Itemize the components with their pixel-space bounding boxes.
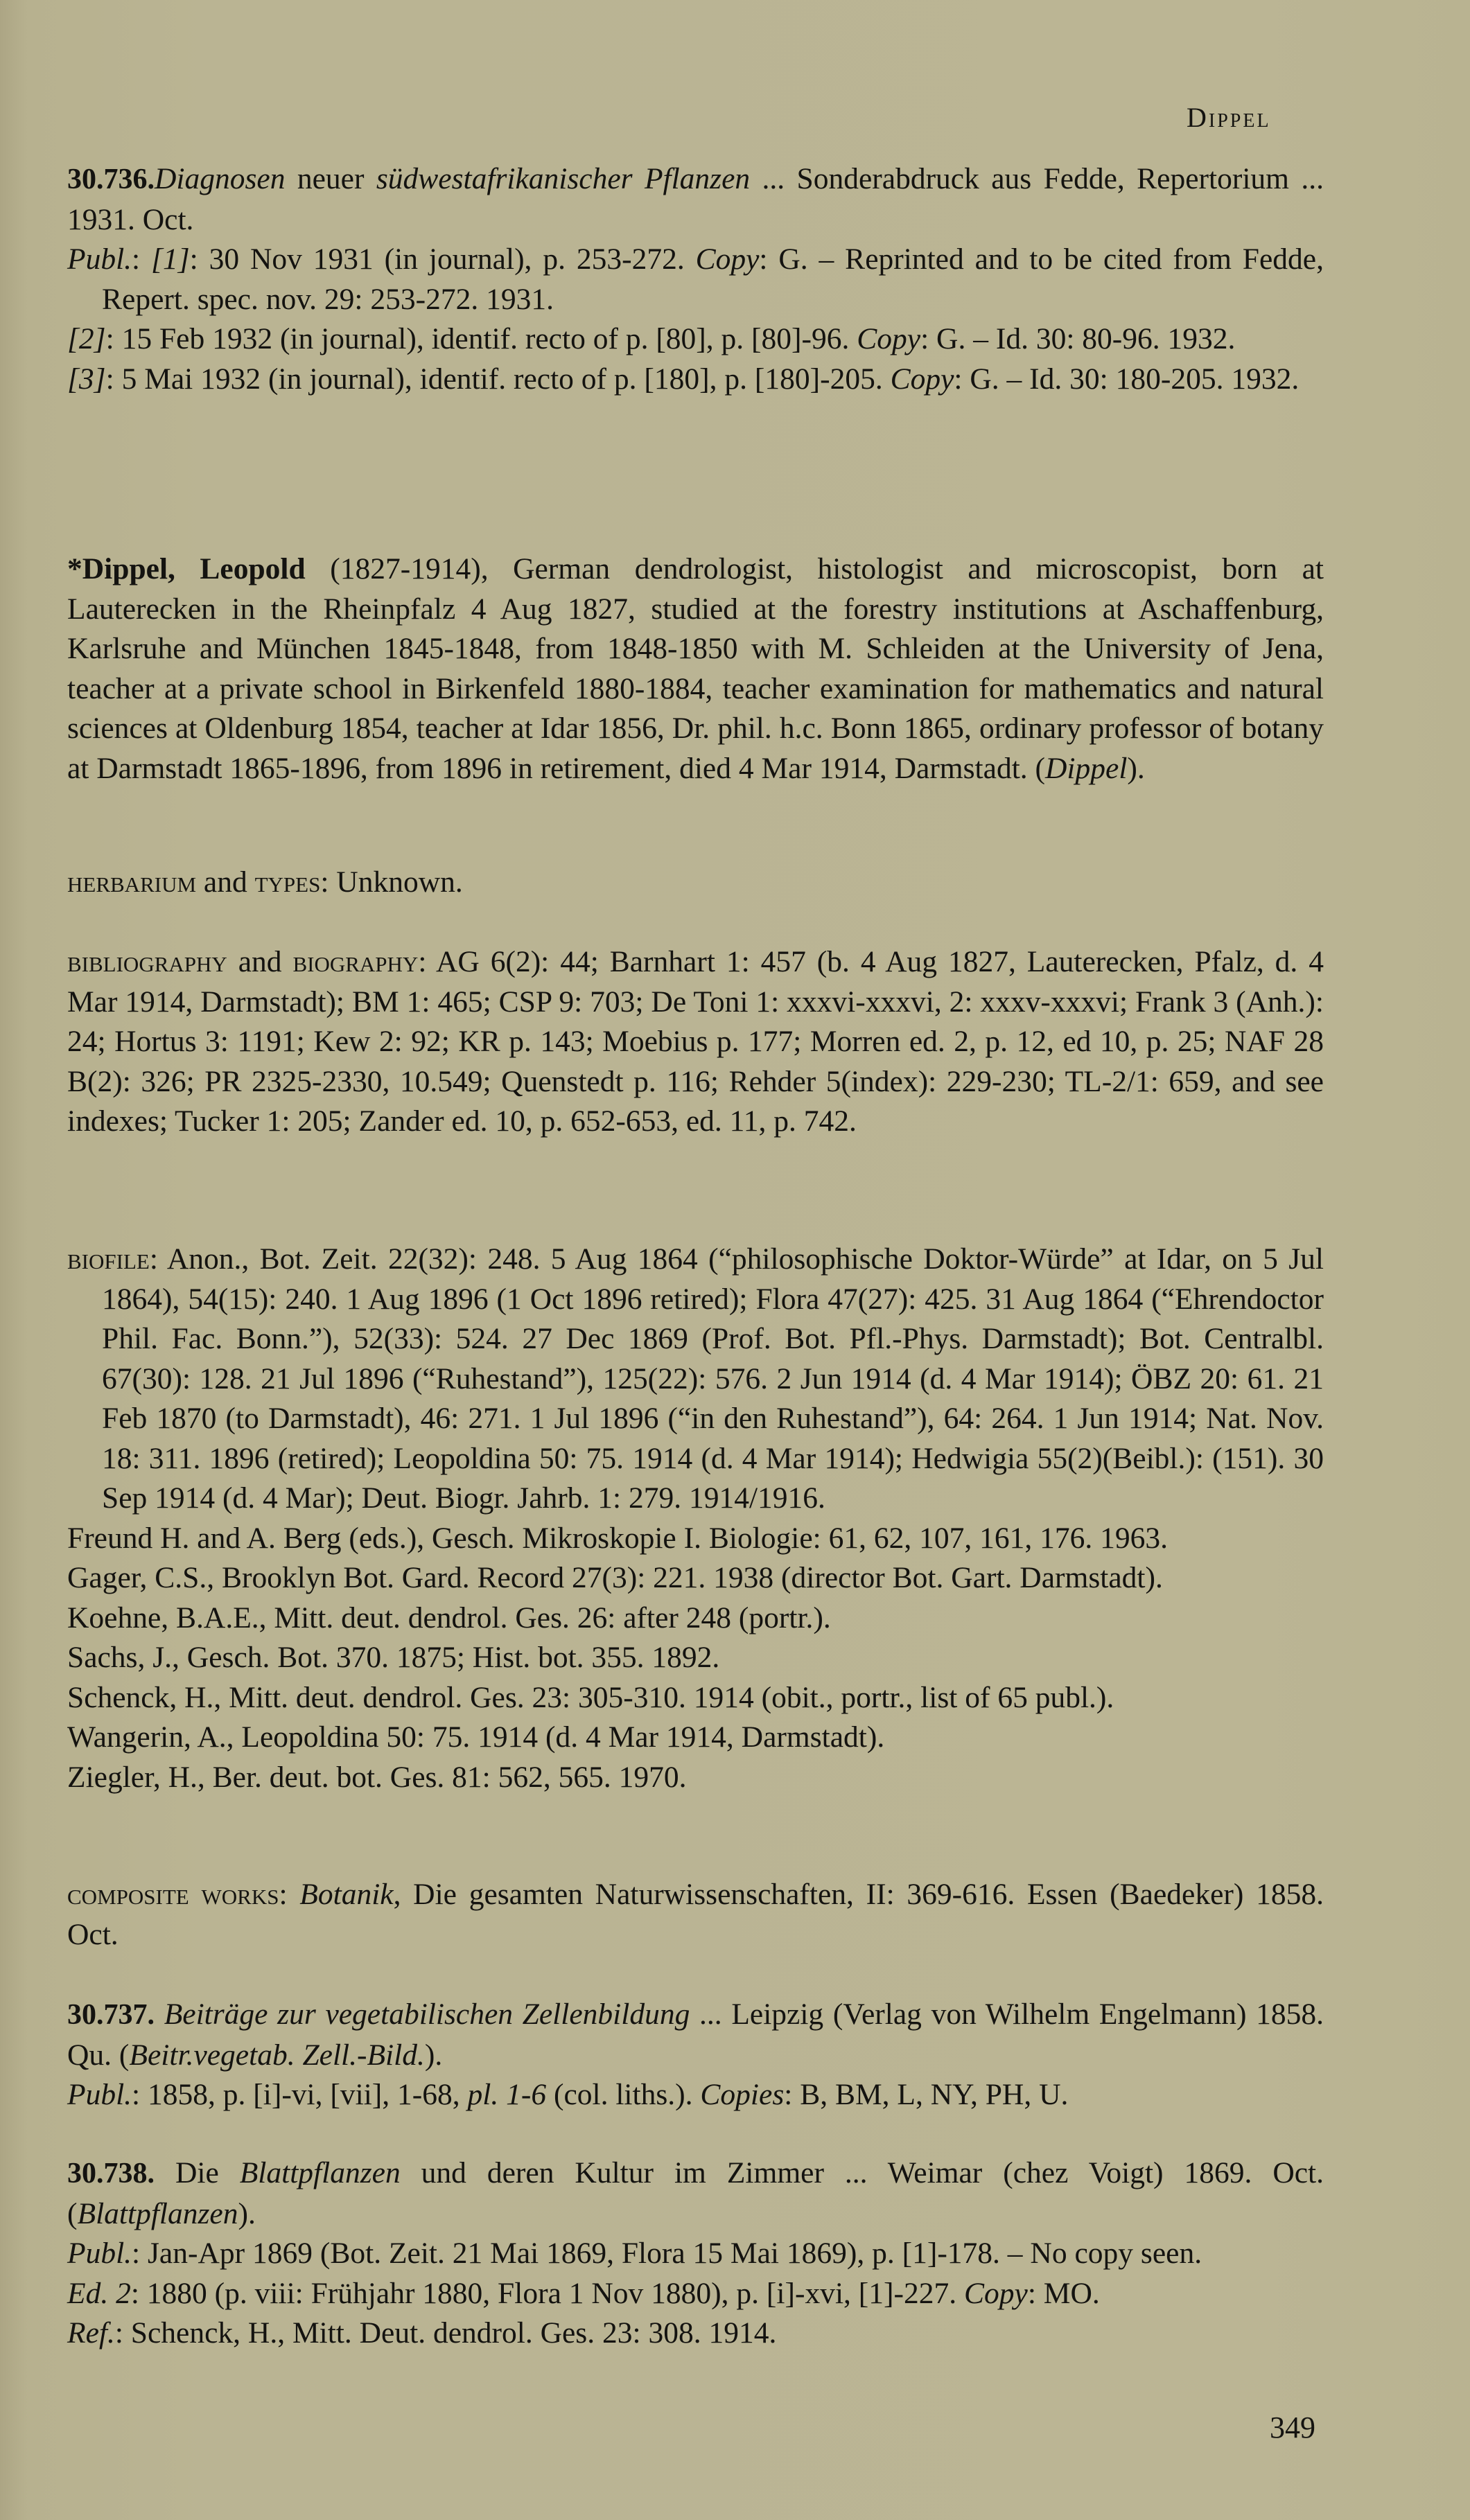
publ-text: : 5 Mai 1932 (in journal), identif. recto of p. [180], p. [180]-205. xyxy=(105,362,891,396)
section-label: bibliography xyxy=(67,944,227,978)
copy-text: : G. – Reprinted and to be cited from Fedde, Repert. spec. nov. 29: 253-272. 1931. xyxy=(102,243,1324,316)
person-name: *Dippel, Leopold xyxy=(67,552,306,585)
entry-number: 30.736. xyxy=(67,164,155,195)
publ-label: Publ. xyxy=(67,2237,132,2270)
work-title: Botanik xyxy=(299,1878,394,1911)
entry-number: 30.738. xyxy=(67,2158,155,2189)
edition-label: Ed. 2 xyxy=(67,2276,131,2310)
publ-ref: [1] xyxy=(151,243,190,276)
page-number: 349 xyxy=(1270,2411,1315,2444)
entry-title-italic: südwestafrikanischer Pflanzen xyxy=(376,162,751,195)
biography-text: (1827-1914), German dendrologist, histologist and microscopist, born at Lauterecken in the Rheinpfalz 4 Aug 1827, studied at the forestry institutions at Aschaffenburg, Karlsruhe and München 1845-1848, from 1848-1850 with M. Schleiden at the University of Jena, teacher at a private school in Birkenfeld 1880-1884, teacher examination for mathematics and natural sciences at Oldenburg 1854, teacher at Idar 1856, Dr. phil. h.c. Bonn 1865, ordinary professor of botany at Darmstadt 1865-1896, from 1896 in retirement, died 4 Mar 1914, Darmstadt. ( xyxy=(67,552,1324,785)
copies-text: : B, BM, L, NY, PH, U. xyxy=(784,2078,1069,2111)
copy-label: Copy xyxy=(695,243,760,276)
publ-ref: [2] xyxy=(67,322,106,355)
entry-title-text: ... Sonderabdruck aus Fedde, Repertorium ... 1931. Oct. xyxy=(67,162,1324,236)
entry-number: 30.737. xyxy=(67,1999,155,2031)
entry-30736: 30.736.Diagnosen neuer südwestafrikanischer Pflanzen ... Sonderabdruck aus Fedde, Repertorium ... 1931. Oct. Publ.: [1]: 30 Nov 1931 (in journal), p. 253-272. Copy: G. – Reprinted and to be cited from Fedde, Repert. spec. nov. 29: 253-272. 1931. [2]: 15 Feb 1932 (in journal), identif. recto of p. [80], p. [80]-96. Copy: G. – Id. 30: 80-96. 1932. [3]: 5 Mai 1932 (in journal), identif. recto of p. [180], p. [180]-205. Copy: G. – Id. 30: 180-205. 1932. xyxy=(67,162,1324,396)
entry-title-text: neuer xyxy=(285,162,376,195)
running-head: Dippel xyxy=(1187,102,1271,133)
author-abbreviation: Dippel xyxy=(1045,751,1128,785)
section-label: herbarium xyxy=(67,865,197,899)
biofile-item: Koehne, B.A.E., Mitt. deut. dendrol. Ges. 26: after 248 (portr.). xyxy=(67,1601,831,1635)
copies-label: Copies xyxy=(700,2078,785,2111)
copy-text: : G. – Id. 30: 80-96. 1932. xyxy=(920,322,1236,355)
copy-text: : G. – Id. 30: 180-205. 1932. xyxy=(954,362,1300,396)
entry-abbrev-end: ). xyxy=(424,2038,443,2072)
entry-title-text: Die xyxy=(155,2156,240,2189)
bibliography-text: : AG 6(2): 44; Barnhart 1: 457 (b. 4 Aug 1827, Lauterecken, Pfalz, d. 4 Mar 1914, Darmstadt); BM 1: 465; CSP 9: 703; De Toni 1: xxxvi-xxxvi, 2: xxxv-xxxvi; Frank 3 (Anh.): 24; Hortus 3: 1191; Kew 2: 92; KR p. 143; Moebius p. 177; Morren ed. 2, p. 12, ed 10, p. 25; NAF 28 B(2): 326; PR 2325-2330, 10.549; Quenstedt p. 116; Rehder 5(index): 229-230; TL-2/1: 659, and see indexes; Tucker 1: 205; Zander ed. 10, p. 652-653, ed. 11, p. 742. xyxy=(67,945,1324,1138)
publ-ref: [3] xyxy=(67,362,106,396)
copy-label: Copy xyxy=(890,362,954,396)
section-label: biography xyxy=(292,944,419,978)
edition-text: : 1880 (p. viii: Frühjahr 1880, Flora 1 Nov 1880), p. [i]-xvi, [1]-227. xyxy=(130,2276,964,2310)
ref-text: : Schenck, H., Mitt. Deut. dendrol. Ges. 23: 308. 1914. xyxy=(114,2316,777,2350)
entry-30738 xyxy=(67,2153,1324,2354)
section-label: composite works xyxy=(67,1877,279,1911)
biofile-item: Schenck, H., Mitt. deut. dendrol. Ges. 23: 305-310. 1914 (obit., portr., list of 65 publ.). xyxy=(67,1680,1114,1714)
section-label-and: and xyxy=(196,865,255,899)
publ-label: Publ. xyxy=(67,243,132,276)
biofile-section xyxy=(67,1239,1324,1797)
entry-abbrev-end: ). xyxy=(238,2196,256,2230)
entry-title-italic: Diagnosen xyxy=(155,162,286,195)
composite-works-section: composite works: Botanik, Die gesamten Naturwissenschaften, II: 369-616. Essen (Baedeker) 1858. Oct. xyxy=(67,1877,1324,1951)
entry-title-text: und deren Kultur im Zimmer ... Weimar (chez Voigt) 1869. Oct. ( xyxy=(67,2156,1324,2230)
biography-paragraph xyxy=(67,549,1324,788)
entry-title-italic: Blattpflanzen xyxy=(239,2156,401,2189)
entry-title-italic: Beiträge zur vegetabilischen Zellenbildung xyxy=(164,1998,690,2031)
biofile-item: Gager, C.S., Brooklyn Bot. Gard. Record 27(3): 221. 1938 (director Bot. Gart. Darmstadt). xyxy=(67,1561,1163,1594)
bibliography-section xyxy=(67,942,1324,1142)
entry-title-text: ... Leipzig (Verlag von Wilhelm Engelmann) 1858. Qu. ( xyxy=(67,1998,1324,2072)
entry-30737 xyxy=(67,1995,1324,2115)
plates: pl. 1-6 xyxy=(467,2078,547,2111)
copy-text: : MO. xyxy=(1027,2276,1100,2310)
biofile-item: Freund H. and A. Berg (eds.), Gesch. Mikroskopie I. Biologie: 61, 62, 107, 161, 176. 1963. xyxy=(67,1521,1169,1555)
publ-text: : 1858, p. [i]-vi, [vii], 1-68, xyxy=(132,2078,468,2111)
section-label: biofile xyxy=(67,1242,150,1276)
publ-text: : 30 Nov 1931 (in journal), p. 253-272. xyxy=(189,243,696,276)
copy-label: Copy xyxy=(963,2276,1028,2310)
herbarium-text: : Unknown. xyxy=(320,865,463,899)
publ-label: Publ. xyxy=(67,2078,132,2111)
publ-text: : 15 Feb 1932 (in journal), identif. recto of p. [80], p. [80]-96. xyxy=(105,322,857,355)
publ-text: (col. liths.). xyxy=(546,2078,701,2111)
ref-label: Ref. xyxy=(67,2316,115,2350)
copy-label: Copy xyxy=(857,322,921,355)
entry-abbrev: Beitr.vegetab. Zell.-Bild. xyxy=(129,2038,425,2072)
biofile-item: Wangerin, A., Leopoldina 50: 75. 1914 (d. 4 Mar 1914, Darmstadt). xyxy=(67,1720,885,1754)
herbarium-section xyxy=(67,862,1324,903)
biofile-item: Ziegler, H., Ber. deut. bot. Ges. 81: 562, 565. 1970. xyxy=(67,1760,687,1794)
biofile-text: : Anon., Bot. Zeit. 22(32): 248. 5 Aug 1864 (“philosophische Doktor-Würde” at Idar, on 5 Jul 1864), 54(15): 240. 1 Aug 1896 (1 Oct 1896 retired); Flora 47(27): 425. 31 Aug 1864 (“Ehrendoctor Phil. Fac. Bonn.”), 52(33): 524. 27 Dec 1869 (Prof. Bot. Pfl.-Phys. Darmstadt); Bot. Centralbl. 67(30): 128. 21 Jul 1896 (“Ruhestand”), 125(22): 576. 2 Jun 1914 (d. 4 Mar 1914); ÖBZ 20: 61. 21 Feb 1870 (to Darmstadt), 46: 271. 1 Jul 1896 (“in den Ruhestand”), 64: 264. 1 Jun 1914; Nat. Nov. 18: 311. 1896 (retired); Leopoldina 50: 75. 1914 (d. 4 Mar 1914); Hedwigia 55(2)(Beibl.): (151). 30 Sep 1914 (d. 4 Mar); Deut. Biogr. Jahrb. 1: 279. 1914/1916. xyxy=(102,1242,1324,1515)
section-label: types xyxy=(254,865,321,899)
composite-text: , Die gesamten Naturwissenschaften, II: 369-616. Essen (Baedeker) 1858. Oct. xyxy=(67,1878,1324,1951)
biography-end: ). xyxy=(1127,751,1145,785)
entry-abbrev: Blattpflanzen xyxy=(77,2196,238,2230)
biofile-item: Sachs, J., Gesch. Bot. 370. 1875; Hist. bot. 355. 1892. xyxy=(67,1641,720,1674)
publ-text: : Jan-Apr 1869 (Bot. Zeit. 21 Mai 1869, Flora 15 Mai 1869), p. [1]-178. – No copy seen. xyxy=(132,2237,1202,2270)
section-label-and: and xyxy=(227,945,293,978)
